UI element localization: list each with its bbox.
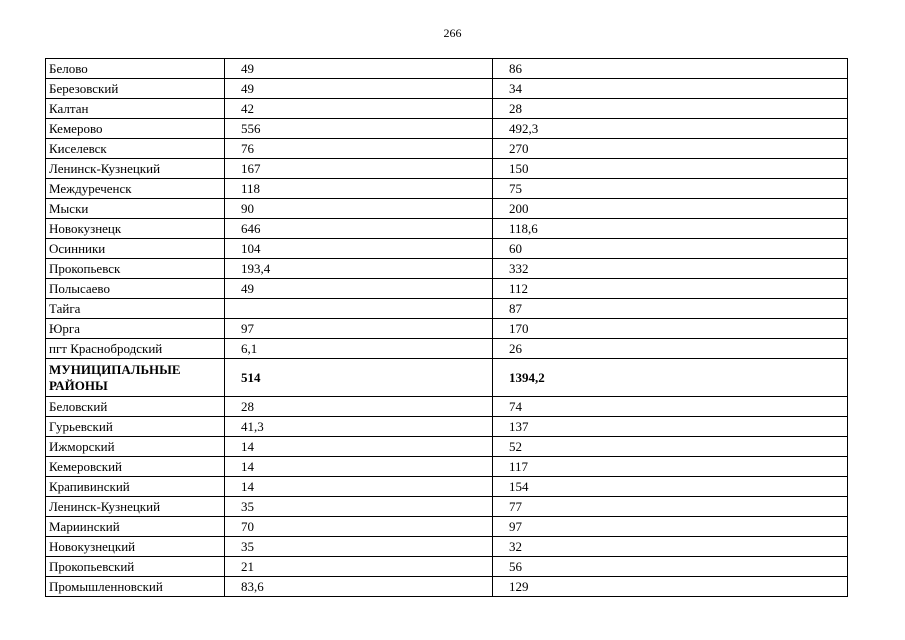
cell-territory-name: Киселевск [46, 139, 225, 159]
cell-value-1: 193,4 [225, 259, 493, 279]
cell-value-2: 150 [493, 159, 848, 179]
cell-territory-name: Крапивинский [46, 477, 225, 497]
table-row [46, 299, 848, 319]
cell-value-2: 137 [493, 417, 848, 437]
cell-value-2: 118,6 [493, 219, 848, 239]
table-row [46, 397, 848, 417]
cell-value-2: 32 [493, 537, 848, 557]
cell-value-2: 170 [493, 319, 848, 339]
cell-value-1: 28 [225, 397, 493, 417]
cell-territory-name: Тайга [46, 299, 225, 319]
cell-value-1: 556 [225, 119, 493, 139]
table-row [46, 537, 848, 557]
cell-value-1: 76 [225, 139, 493, 159]
cell-territory-name: Мариинский [46, 517, 225, 537]
table-row [46, 477, 848, 497]
cell-value-2: 1394,2 [493, 359, 848, 397]
cell-value-1: 49 [225, 279, 493, 299]
cell-value-2: 97 [493, 517, 848, 537]
cell-value-2: 60 [493, 239, 848, 259]
cell-value-1: 14 [225, 477, 493, 497]
cell-territory-name: Ленинск-Кузнецкий [46, 497, 225, 517]
cell-value-2: 74 [493, 397, 848, 417]
cell-territory-name: Калтан [46, 99, 225, 119]
cell-value-2: 26 [493, 339, 848, 359]
cell-territory-name: Прокопьевский [46, 557, 225, 577]
table-row [46, 259, 848, 279]
table-body [46, 59, 848, 597]
cell-value-2: 28 [493, 99, 848, 119]
cell-territory-name: Гурьевский [46, 417, 225, 437]
cell-value-2: 154 [493, 477, 848, 497]
cell-value-1: 49 [225, 59, 493, 79]
cell-value-2: 56 [493, 557, 848, 577]
table-row [46, 557, 848, 577]
cell-value-2: 75 [493, 179, 848, 199]
cell-territory-name: пгт Краснобродский [46, 339, 225, 359]
table-row [46, 437, 848, 457]
table-row [46, 517, 848, 537]
table-row [46, 159, 848, 179]
cell-territory-name: Беловский [46, 397, 225, 417]
cell-value-1: 70 [225, 517, 493, 537]
cell-territory-name: Промышленновский [46, 577, 225, 597]
cell-value-1: 41,3 [225, 417, 493, 437]
cell-value-1: 118 [225, 179, 493, 199]
cell-value-1: 35 [225, 497, 493, 517]
cell-territory-name: Ижморский [46, 437, 225, 457]
cell-value-1: 21 [225, 557, 493, 577]
cell-value-1: 646 [225, 219, 493, 239]
cell-value-2: 332 [493, 259, 848, 279]
table-row [46, 339, 848, 359]
cell-territory-name: Кемерово [46, 119, 225, 139]
cell-value-1: 90 [225, 199, 493, 219]
cell-value-2: 52 [493, 437, 848, 457]
cell-value-1: 14 [225, 437, 493, 457]
cell-value-1: 14 [225, 457, 493, 477]
cell-value-1 [225, 299, 493, 319]
cell-value-2: 77 [493, 497, 848, 517]
cell-value-1: 104 [225, 239, 493, 259]
cell-value-2: 87 [493, 299, 848, 319]
cell-territory-name: Белово [46, 59, 225, 79]
cell-territory-name: Березовский [46, 79, 225, 99]
cell-territory-name: Прокопьевск [46, 259, 225, 279]
table-row [46, 199, 848, 219]
cell-value-2: 129 [493, 577, 848, 597]
table-row [46, 497, 848, 517]
table-row-section-header [46, 359, 848, 397]
cell-territory-name: Мыски [46, 199, 225, 219]
table-row [46, 179, 848, 199]
table-row [46, 219, 848, 239]
cell-territory-name: Междуреченск [46, 179, 225, 199]
cell-value-1: 514 [225, 359, 493, 397]
table-row [46, 279, 848, 299]
cell-value-2: 200 [493, 199, 848, 219]
cell-value-1: 6,1 [225, 339, 493, 359]
cell-territory-name: Новокузнецкий [46, 537, 225, 557]
cell-value-2: 117 [493, 457, 848, 477]
cell-value-1: 97 [225, 319, 493, 339]
cell-value-2: 112 [493, 279, 848, 299]
cell-territory-name: Полысаево [46, 279, 225, 299]
table-row [46, 319, 848, 339]
table-row [46, 417, 848, 437]
cell-territory-name: Юрга [46, 319, 225, 339]
table-row [46, 119, 848, 139]
cell-territory-name: Осинники [46, 239, 225, 259]
cell-value-1: 42 [225, 99, 493, 119]
cell-value-1: 167 [225, 159, 493, 179]
table-row [46, 79, 848, 99]
cell-value-1: 83,6 [225, 577, 493, 597]
table-row [46, 239, 848, 259]
cell-value-1: 49 [225, 79, 493, 99]
table-row [46, 139, 848, 159]
cell-territory-name: МУНИЦИПАЛЬНЫЕ РАЙОНЫ [46, 359, 225, 397]
cell-value-2: 492,3 [493, 119, 848, 139]
cell-value-1: 35 [225, 537, 493, 557]
cell-territory-name: Новокузнецк [46, 219, 225, 239]
cell-value-2: 34 [493, 79, 848, 99]
data-table [45, 58, 848, 597]
cell-value-2: 270 [493, 139, 848, 159]
table-row [46, 99, 848, 119]
cell-territory-name: Кемеровский [46, 457, 225, 477]
table-row [46, 457, 848, 477]
page-number: 266 [443, 26, 462, 40]
cell-territory-name: Ленинск-Кузнецкий [46, 159, 225, 179]
table-row [46, 59, 848, 79]
table-row [46, 577, 848, 597]
cell-value-2: 86 [493, 59, 848, 79]
